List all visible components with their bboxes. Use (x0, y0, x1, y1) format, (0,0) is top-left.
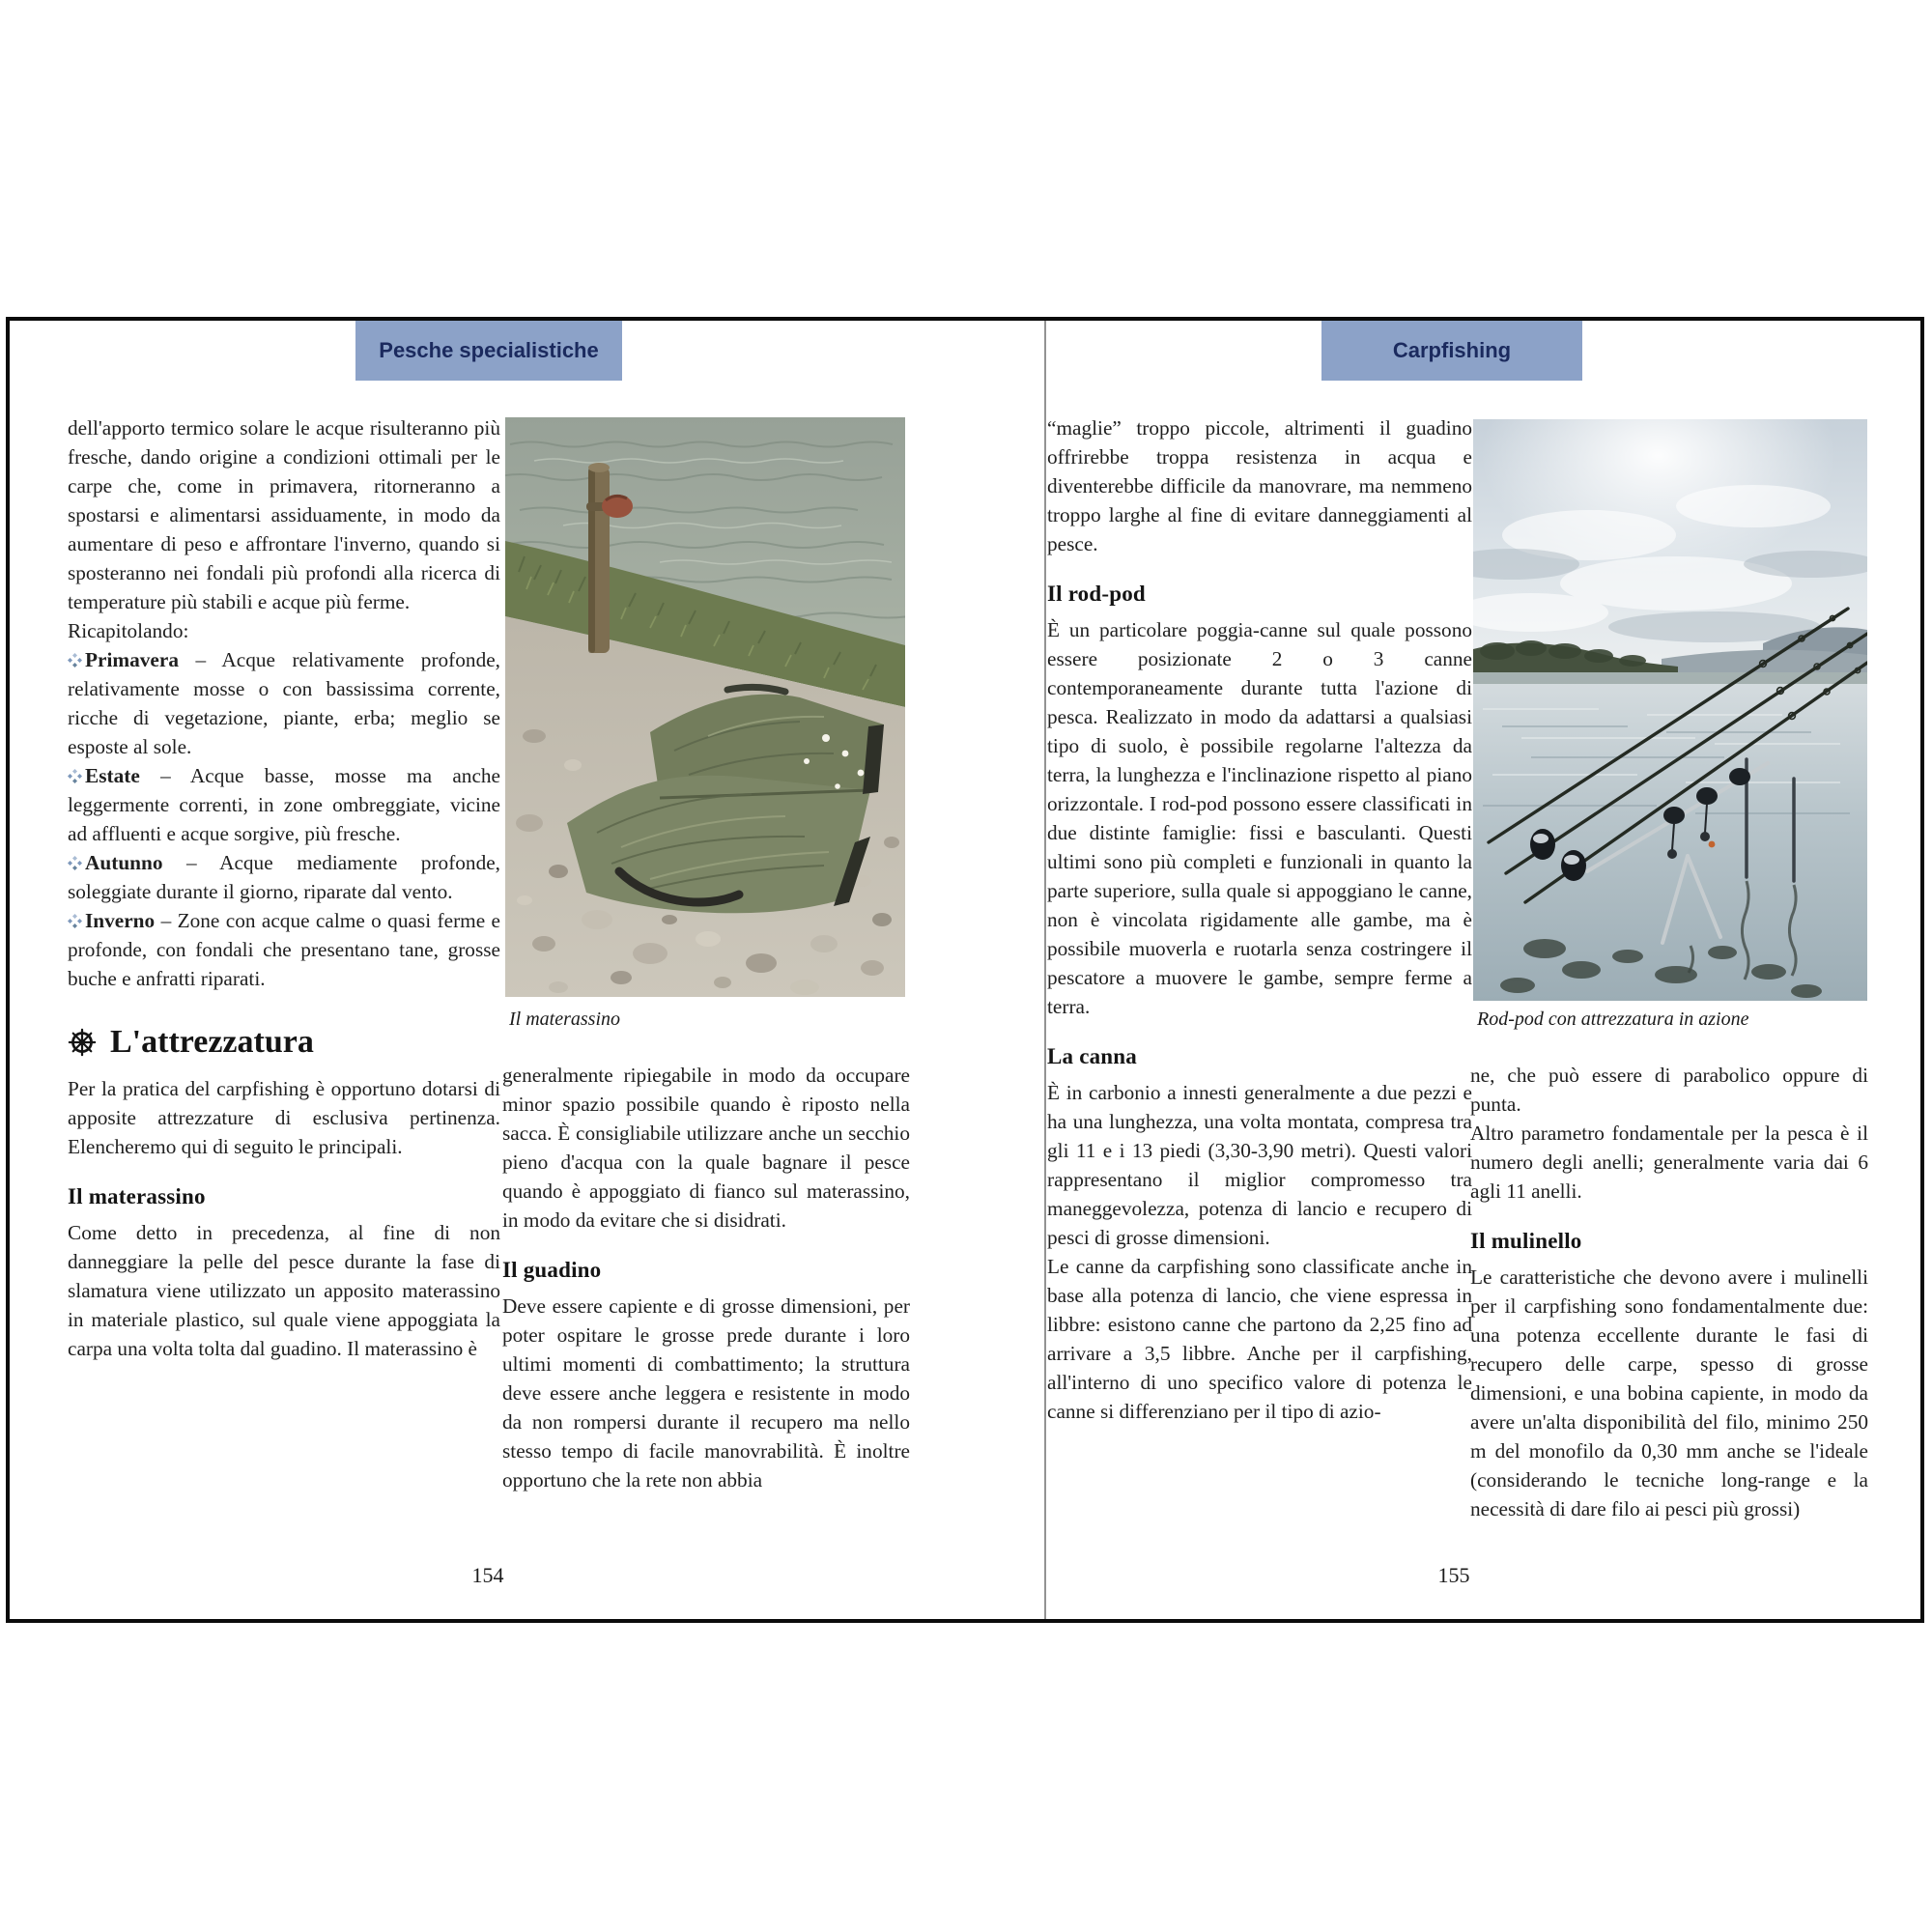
season-bullet-inverno (68, 906, 500, 993)
diamond-bullet-icon (68, 914, 82, 928)
season-bullet-primavera (68, 645, 500, 761)
diamond-bullet-icon (68, 856, 82, 870)
subheading-canna: La canna (1047, 1044, 1137, 1068)
gutter-crease (1044, 321, 1046, 1619)
bullet-dash: – (186, 851, 197, 874)
right-page-number: 155 (1437, 1563, 1470, 1587)
paragraph-rodpod: È un particolare poggia-canne sul quale possono essere posizionate 2 o 3 canne contemporaneamente durante tutta l'azione di pesca. Realizzato in modo da adattarsi a qualsiasi tipo di suolo, è possibile regolarne l'altezza da terra, la lunghezza e l'inclinazione rispetto al piano orizzontale. I rod-pod possono essere classificati in due distinte famiglie: fissi e basculanti. Questi ultimi sono più completi e funzionali in quanto la parte superiore, sulla quale si appoggiano le canne, non è vincolata rigidamente alle gambe, ma è possibile muoverla e ruotarla senza costringere il pescatore a muovere le gambe, sempre ferme a terra. (1047, 618, 1472, 1018)
bullet-dash: – (160, 909, 172, 932)
bullet-dash: – (195, 648, 207, 671)
paragraph-canna-cont: ne, che può essere di parabolico oppure di punta. (1470, 1064, 1868, 1116)
right-running-header (1321, 321, 1582, 381)
right-running-header-label: Carpfishing (1392, 338, 1512, 362)
left-photo-caption: Il materassino (509, 1009, 620, 1030)
paragraph-mulinello: Le caratteristiche che devono avere i mulinelli per il carpfishing sono fondamentalmente due: una potenza eccellente durante le fasi di recupero delle carpe, spesso di grosse dimensioni, e una bobina capiente, in modo da avere un'alta disponibilità del filo, minimo 250 m del monofilo da 0,30 mm anche se l'ideale (considerando le tecniche long-range e la necessità di dare filo ai pesci più grossi) (1470, 1265, 1868, 1520)
right-photo-caption: Rod-pod con attrezzatura in azione (1477, 1009, 1749, 1030)
bullet-text: Acque mediamente profonde, soleggiate durante il giorno, riparate dal vento. (68, 851, 501, 903)
left-running-header (355, 321, 622, 381)
paragraph-materassino-cont: generalmente ripiegabile in modo da occupare minor spazio possibile quando è riposto nella sacca. È consigliabile utilizzare anche un secchio pieno d'acqua con la quale bagnare il pesce quando è appoggiato di fianco sul materassino, in modo da evitare che si disidrati. (502, 1064, 910, 1232)
paragraph-materassino: Come detto in precedenza, al fine di non danneggiare la pelle del pesce durante la fase di slamatura viene utilizzato un apposito materassino in materiale plastico, sul quale viene appoggiata la carpa una volta tolta dal guadino. Il materassino è (68, 1221, 500, 1360)
paragraph-guadino: Deve essere capiente e di grosse dimensioni, per poter ospitare le grosse prede durante i loro ultimi momenti di combattimento; la struttura deve essere anche leggera e resistente in modo da non rompersi durante il recupero ma nello stesso tempo di facile manovrabilità. È inoltre opportuno che la rete non abbia (502, 1294, 910, 1492)
bullet-text: Acque basse, mosse ma anche leggermente correnti, in zone ombreggiate, vicine ad affluenti e acque sorgive, più fresche. (68, 764, 500, 845)
materassino-photo (505, 417, 905, 997)
bullet-term: Inverno (85, 909, 156, 932)
section-heading-attrezzatura (68, 1024, 500, 1060)
paragraph-canna-2: Le canne da carpfishing sono classificate anche in base alla potenza di lancio, che viene espressa in libbre: esistono canne che partono da 2,25 fino ad arrivare a 3,5 libbre. Anche per il carpfishing, all'interno di uno specifico valore di potenza le canne si differenziano per il tipo di azio- (1047, 1255, 1472, 1423)
subheading-materassino: Il materassino (68, 1184, 206, 1208)
season-bullet-autunno (68, 848, 500, 906)
bullet-term: Primavera (85, 648, 179, 671)
right-page-column-1 (1047, 413, 1472, 1426)
left-page-column-1 (68, 413, 500, 1363)
season-bullet-estate (68, 761, 500, 848)
section-title-label: L'attrezzatura (110, 1024, 314, 1060)
bullet-text: Zone con acque calme o quasi ferme e profonde, con fondali che presentano tane, grosse buche e anfratti riparati. (68, 909, 501, 990)
paragraph-recap: Ricapitolando: (68, 619, 189, 642)
diamond-bullet-icon (68, 769, 82, 783)
paragraph-canna-1: È in carbonio a innesti generalmente a due pezzi e ha una lunghezza, una volta montata, compresa tra gli 11 e i 13 piedi (3,30-3,90 metri). Questi valori rappresentano il miglior compromesso tra maneggevolezza, potenza di lancio e recupero di pesci di grosse dimensioni. (1047, 1081, 1472, 1249)
paragraph-intro: dell'apporto termico solare le acque risulteranno più fresche, dando origine a condizioni ottimali per le carpe che, come in primavera, ritorneranno a spostarsi e alimentarsi assiduamente, in modo da aumentare di peso e affrontare l'inverno, quando si sposteranno nei fondali più profondi alla ricerca di temperature più stabili e acque più ferme. (68, 416, 500, 613)
bullet-term: Estate (85, 764, 140, 787)
bullet-term: Autunno (85, 851, 163, 874)
paragraph-equipment: Per la pratica del carpfishing è opportuno dotarsi di apposite attrezzature di esclusiva pertinenza. Elencheremo qui di seguito le principali. (68, 1077, 500, 1158)
left-running-header-label: Pesche specialistiche (379, 338, 599, 362)
paragraph-guadino-cont: “maglie” troppo piccole, altrimenti il guadino offrirebbe troppa resistenza in acqua e diventerebbe difficile da manovrare, ma nemmeno troppo larghe al fine di evitare danneggiamenti al pesce. (1047, 416, 1472, 555)
rodpod-photo (1473, 419, 1867, 1001)
book-spread (6, 317, 1924, 1623)
subheading-rodpod: Il rod-pod (1047, 582, 1146, 606)
subheading-mulinello: Il mulinello (1470, 1229, 1582, 1253)
subheading-guadino: Il guadino (502, 1258, 602, 1282)
left-page-number: 154 (471, 1563, 504, 1587)
right-page-column-2 (1470, 1061, 1868, 1523)
diamond-bullet-icon (68, 653, 82, 668)
paragraph-anelli: Altro parametro fondamentale per la pesca è il numero degli anelli; generalmente varia dai 6 agli 11 anelli. (1470, 1122, 1868, 1203)
bullet-dash: – (160, 764, 171, 787)
left-page-column-2 (502, 1061, 910, 1494)
ship-wheel-icon (68, 1028, 97, 1057)
bullet-text: Acque relativamente profonde, relativamente mosse o con bassissima corrente, ricche di vegetazione, piante, erba; meglio se esposte al sole. (68, 648, 500, 758)
